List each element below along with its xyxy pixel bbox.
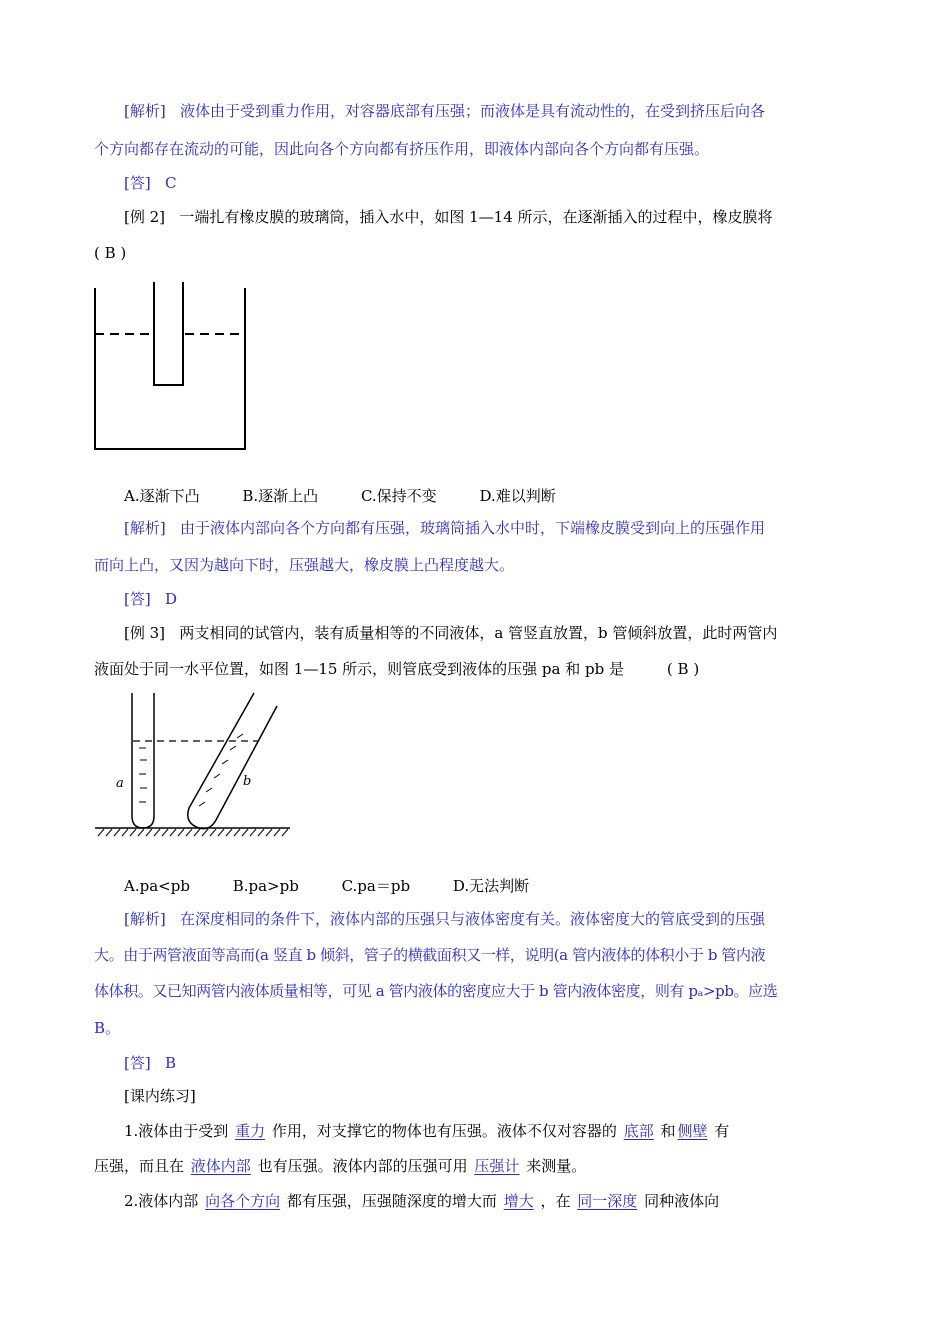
practice-heading: [课内练习]: [124, 1087, 196, 1105]
q2-blank-3: 同一深度: [577, 1192, 638, 1210]
fig-label-b: b: [243, 774, 252, 789]
q1-blank-4: 液体内部: [190, 1157, 251, 1175]
ex3-question-text1: 两支相同的试管内，装有质量相等的不同液体，a 管竖直放置，b 管倾斜放置，此时两管内: [179, 624, 778, 642]
ex3-analysis-text1: 在深度相同的条件下，液体内部的压强只与液体密度有关。液体密度大的管底受到的压强: [180, 910, 766, 928]
ex1-answer: [124, 173, 894, 193]
q1-text-f: 压强，而且在: [94, 1157, 185, 1175]
q1-text-g: 也有压强。液体内部的压强可用: [257, 1157, 468, 1175]
q1-text-a: 1.液体由于受到: [124, 1122, 229, 1140]
ex1-analysis-label: [解析]: [124, 102, 166, 120]
ex2-option-c: C.保持不变: [360, 487, 437, 505]
ex2-answer-label: [答]: [124, 590, 151, 608]
ex2-option-b: B.逐渐上凸: [242, 487, 319, 505]
ex2-label: [例 2]: [124, 208, 166, 226]
practice-q1-line2: [94, 1156, 864, 1176]
ex3-question-bracket: ( B ): [666, 660, 700, 678]
q1-text-c: 作用，对支撑它的物体也有压强。液体不仅对容器的: [271, 1122, 617, 1140]
q2-text-c: 都有压强，压强随深度的增大而: [286, 1192, 497, 1210]
ex3-option-b: B.pa>pb: [232, 877, 299, 895]
figure-1-15: [90, 688, 295, 838]
ex3-question-line2: [94, 659, 864, 679]
q1-text-d: 和: [660, 1122, 676, 1140]
ex2-analysis-line1: [124, 518, 894, 538]
ex3-answer-label: [答]: [124, 1054, 151, 1072]
practice-q2-line1: [124, 1191, 894, 1211]
ex3-answer: [124, 1053, 894, 1073]
fig-label-a: a: [116, 776, 124, 791]
practice-q1-line1: [124, 1121, 894, 1141]
ex1-answer-value: C: [165, 174, 177, 192]
ex3-analysis-label: [解析]: [124, 910, 166, 928]
ex2-question-text2: ( B ): [94, 244, 127, 262]
ex3-label: [例 3]: [124, 624, 166, 642]
ex3-analysis-text4: B。: [94, 1019, 121, 1037]
ex2-option-a: A.逐渐下凸: [124, 487, 200, 505]
ex2-analysis-text2: 而向上凸，又因为越向下时，压强越大，橡皮膜上凸程度越大。: [94, 556, 515, 574]
ex1-analysis-text2: 个方向都存在流动的可能，因此向各个方向都有挤压作用，即液体内部向各个方向都有压强。: [94, 140, 710, 158]
q2-text-a: 2.液体内部: [124, 1192, 199, 1210]
ex2-question-text1: 一端扎有橡皮膜的玻璃筒，插入水中，如图 1—14 所示，在逐渐插入的过程中，橡皮膜将: [179, 208, 773, 226]
q2-text-d: ，在: [540, 1192, 571, 1210]
ex2-answer-value: D: [165, 590, 178, 608]
ex1-analysis-text1: 液体由于受到重力作用，对容器底部有压强；而液体是具有流动性的，在受到挤压后向各: [180, 102, 766, 120]
q1-blank-2: 底部: [623, 1122, 654, 1140]
ex2-analysis-text1: 由于液体内部向各个方向都有压强，玻璃筒插入水中时，下端橡皮膜受到向上的压强作用: [180, 519, 766, 537]
q1-blank-3: 侧壁: [677, 1122, 708, 1140]
q1-text-e: 有: [714, 1122, 730, 1140]
ex2-option-d: D.难以判断: [479, 487, 556, 505]
q2-text-e: 同种液体向: [644, 1192, 720, 1210]
ex3-option-c: C.pa＝pb: [341, 877, 411, 895]
ex2-answer: [124, 589, 894, 609]
q2-blank-1: 向各个方向: [205, 1192, 281, 1210]
q1-blank-1: 重力: [235, 1122, 266, 1140]
ex3-analysis-text2: 大。由于两管液面等高而(a 竖直 b 倾斜，管子的横截面积又一样，说明(a 管内液体的体积小于 b 管内液: [94, 946, 766, 964]
q2-blank-2: 增大: [503, 1192, 534, 1210]
ex2-analysis-label: [解析]: [124, 519, 166, 537]
ex3-analysis-line1: [124, 909, 894, 929]
figure-1-14: [90, 282, 250, 454]
ex3-option-a: A.pa<pb: [124, 877, 190, 895]
ex1-answer-label: [答]: [124, 174, 151, 192]
ex3-options: [124, 876, 894, 896]
ex3-option-d: D.无法判断: [452, 877, 530, 895]
ex2-options: [124, 486, 894, 506]
q1-text-h: 来测量。: [526, 1157, 587, 1175]
ex3-analysis-text3: 体体积。又已知两管内液体质量相等，可见 a 管内液体的密度应大于 b 管内液体密度，则有 pₐ>pb。应选: [94, 982, 778, 1000]
ex1-analysis-line1: [124, 101, 894, 121]
ex3-question-text2: 液面处于同一水平位置，如图 1—15 所示，则管底受到液体的压强 pa 和 pb 是: [94, 660, 624, 678]
ex2-question-line1: [124, 207, 894, 227]
ex3-question-line1: [124, 623, 894, 643]
q1-blank-5: 压强计: [474, 1157, 520, 1175]
ex3-answer-value: B: [165, 1054, 177, 1072]
